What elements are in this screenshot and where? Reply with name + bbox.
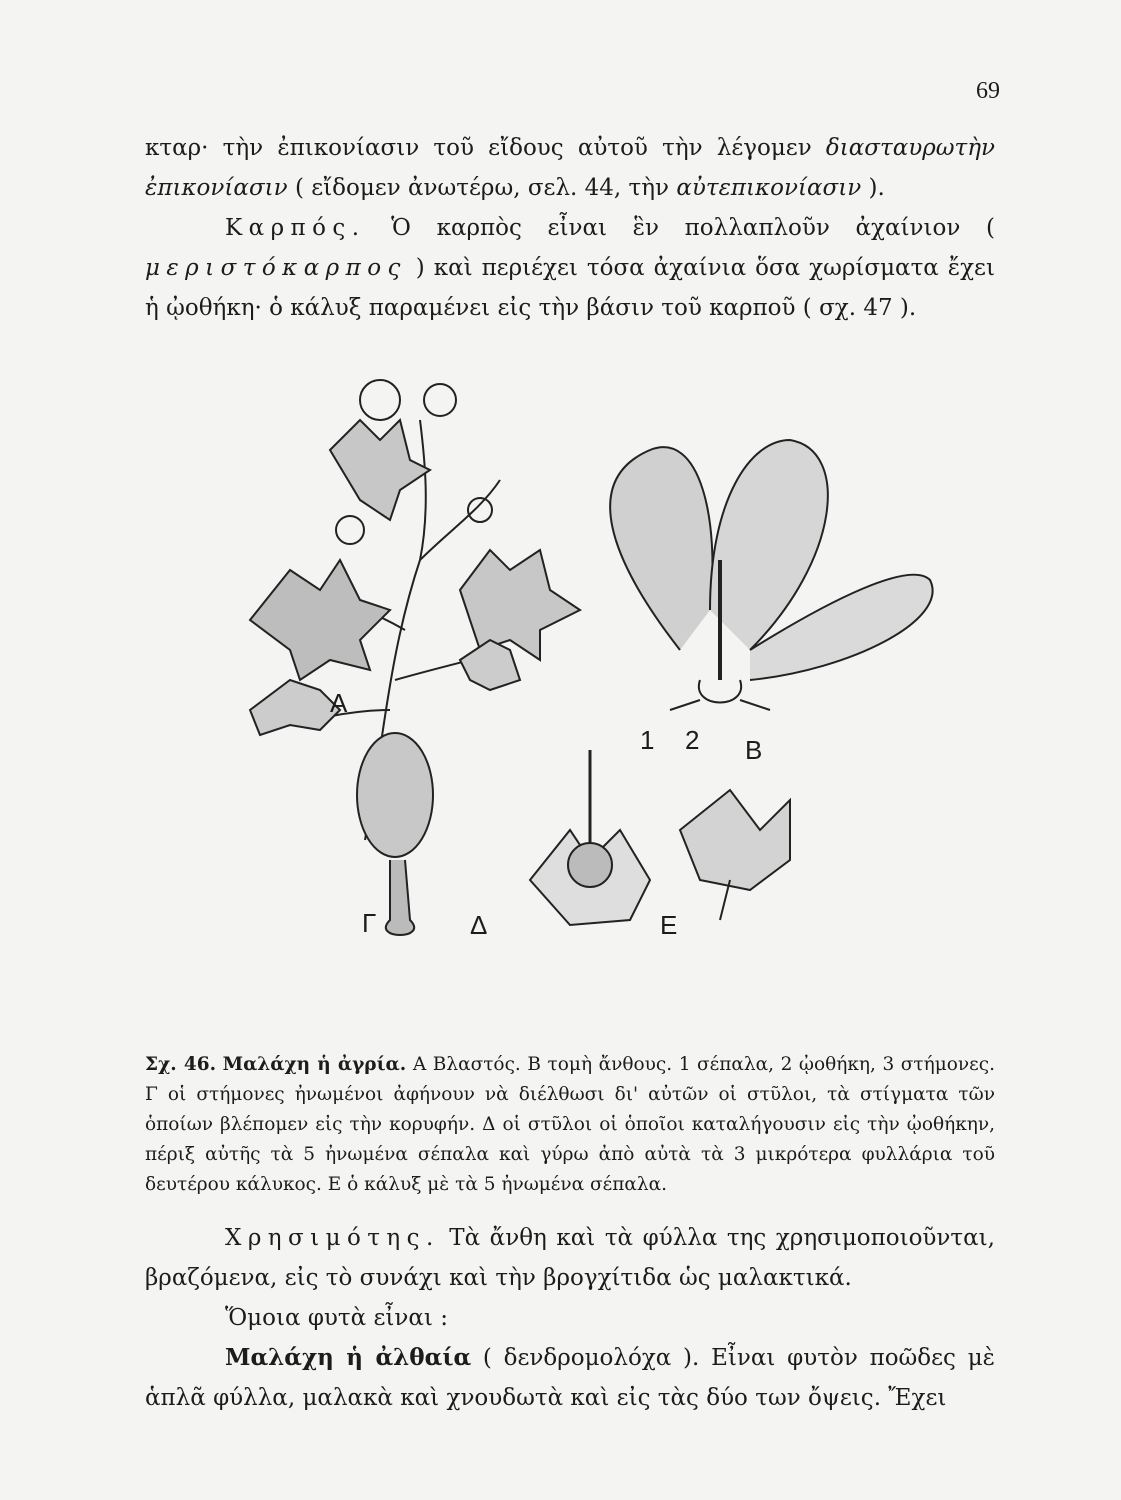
fruit-text-2: ) καὶ περιέχει τόσα ἀχαίνια ὅσα χωρίσματα ἔχει ἡ ᾠοθήκη· ὁ κάλυξ παραμένει εἰς τὴν βάσιν τοῦ καρποῦ ( σχ. 47 ). <box>145 255 995 321</box>
branch-flower-2 <box>424 384 456 416</box>
uses-section <box>145 1218 995 1418</box>
branch-flower-3 <box>336 516 364 544</box>
caption-fig-no: Σχ. 46. <box>145 1054 217 1075</box>
petal-left <box>610 447 712 650</box>
uses-heading: Χρησιμότης. <box>225 1225 440 1251</box>
similar-plants: Ὅμοια φυτὰ εἶναι : <box>225 1305 449 1331</box>
fruit-heading: Καρπός. <box>225 215 366 241</box>
fruit-term: μεριστόκαρπος <box>145 255 407 281</box>
leaf-4 <box>250 680 340 735</box>
label-2: 2 <box>685 725 700 755</box>
althaia-name: Μαλάχη ἡ ἀλθαία <box>225 1344 472 1371</box>
intro-text-3: ). <box>861 175 885 201</box>
ovary <box>699 680 741 703</box>
caption-text: Α Βλαστός. Β τομὴ ἄνθους. 1 σέπαλα, 2 ᾠοθήκη, 3 στήμονες. Γ οἱ στήμονες ἠνωμένοι ἀφήνουν νὰ διέλθωσι δι' αὐτῶν οἱ στῦλοι, τὰ στίγματα τῶν ὁποίων βλέπομεν εἰς τὴν κορυφήν. Δ οἱ στῦλοι οἱ ὁποῖοι καταλήγουσιν εἰς τὴν ᾠοθήκην, πέριξ αὐτῆς τὰ 5 ἠνωμένα σέπαλα καὶ γύρω ἀπὸ αὐτὰ τὰ 3 μικρότερα φυλλάρια τοῦ δευτέρου κάλυκος. Ε ὁ κάλυξ μὲ τὰ 5 ἠνωμένα σέπαλα. <box>145 1054 995 1195</box>
mallow-illustration <box>230 360 1010 960</box>
branch-flower-1 <box>360 380 400 420</box>
leaf-1 <box>250 560 390 680</box>
intro-term: διασταυρωτὴν ἐπικονίασιν <box>145 135 995 201</box>
calyx <box>680 790 790 890</box>
label-D: Δ <box>470 910 488 940</box>
leaf-3 <box>330 420 430 520</box>
flower-center <box>568 843 612 887</box>
intro-text: κταρ· τὴν ἐπικονίασιν τοῦ εἴδους αὐτοῦ τὴν λέγομεν <box>145 135 826 161</box>
label-1: 1 <box>640 725 655 755</box>
althaia-text: ( δενδρομολόχα ). Εἶναι φυτὸν ποῶδες μὲ ἁπλᾶ φύλλα, μαλακὰ καὶ χνουδωτὰ καὶ εἰς τὰς δύο των ὄψεις. Ἔχει <box>145 1345 995 1411</box>
page-number: 69 <box>976 78 1000 104</box>
caption-title: Μαλάχη ἡ ἀγρία. <box>222 1054 407 1075</box>
intro-text-2: ( εἴδομεν ἀνωτέρω, σελ. 44, τὴν <box>287 175 677 201</box>
uses-text: Τὰ ἄνθη καὶ τὰ φύλλα της χρησιμοποιοῦνται, βραζόμενα, εἰς τὸ συνάχι καὶ τὴν βρογχίτιδα ὡς μαλακτικά. <box>145 1225 995 1291</box>
stamen-head <box>357 733 433 857</box>
leaf-2 <box>460 550 580 660</box>
label-B: Β <box>745 735 763 765</box>
leaf-5 <box>460 640 520 690</box>
branch-flower-4 <box>468 498 492 522</box>
label-A: Α <box>330 688 348 718</box>
stamen-tube <box>386 860 414 935</box>
label-G: Γ <box>362 908 377 938</box>
intro-term-2: αὐτεπικονίασιν <box>676 175 862 201</box>
figure-caption <box>145 1050 995 1200</box>
fruit-text: Ὁ καρπὸς εἶναι ἓν πολλαπλοῦν ἀχαίνιον ( <box>365 215 995 241</box>
mallow-figure <box>230 360 1010 960</box>
intro-paragraph <box>145 128 995 328</box>
label-E: Ε <box>660 910 678 940</box>
